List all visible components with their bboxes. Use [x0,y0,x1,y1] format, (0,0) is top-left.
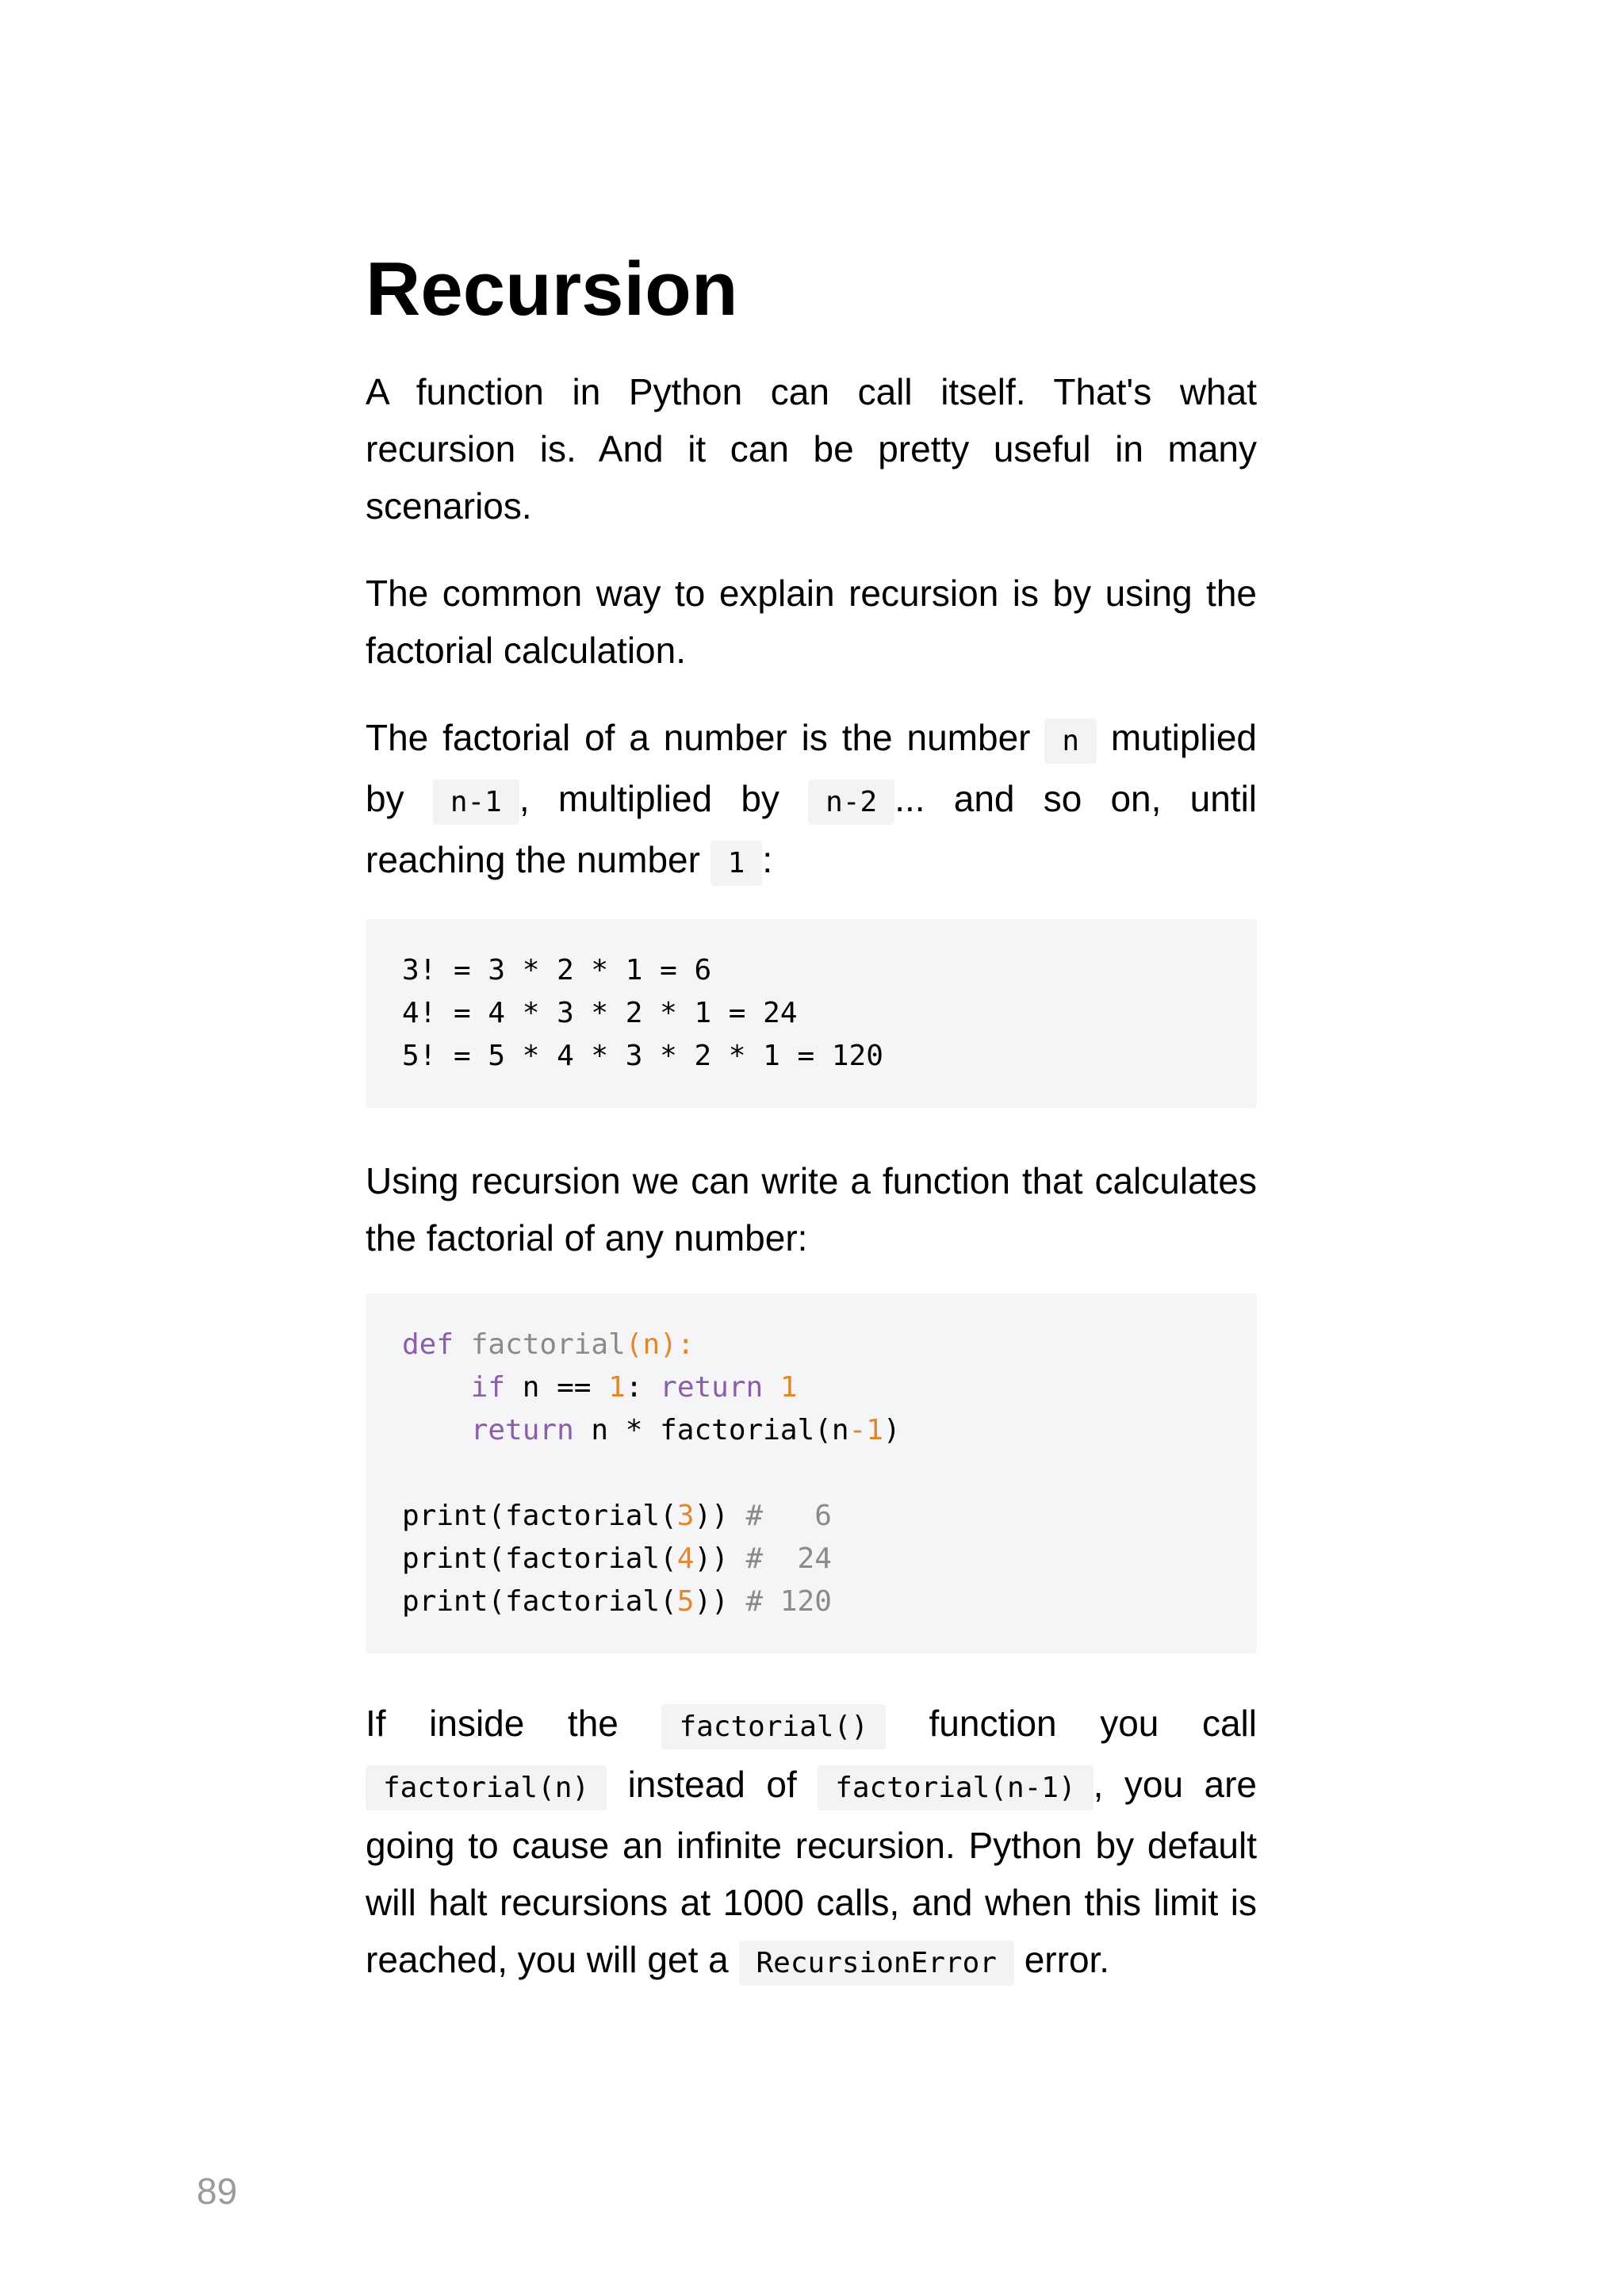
text-segment: , you are going to cause an infinite recursion. Python by default will halt recursions at 1000 calls, and when this limit is reached, you will get a [366,1764,1258,1980]
factorial-function-code-block [366,1293,1257,1653]
code-punct: ): [660,1328,695,1361]
code-number: 1 [866,1414,883,1446]
code-comment: # 6 [745,1500,832,1532]
factorial-examples-code-block [366,919,1257,1108]
inline-code: factorial(n) [366,1765,607,1810]
code-text: )) [694,1500,729,1532]
code-comment: # 120 [745,1585,832,1618]
text-segment: : [762,839,773,880]
code-text: n * factorial(n [573,1414,849,1446]
code-text: n == [505,1371,609,1404]
code-keyword: return [660,1371,764,1404]
inline-code: factorial() [661,1704,885,1749]
factorial-definition-paragraph [366,709,1257,892]
text-segment: If inside the [366,1703,619,1744]
code-line: 3! = 3 * 2 * 1 = 6 [402,954,712,987]
code-comment: # 24 [745,1542,832,1575]
inline-code: factorial(n-1) [818,1765,1093,1810]
inline-code: n [1044,718,1097,764]
code-number: 5 [676,1585,695,1618]
text-segment: function you call [929,1703,1257,1744]
code-function-name: factorial [470,1328,626,1361]
code-text: ) [883,1414,901,1446]
text-segment: error. [1024,1939,1110,1980]
code-line: 5! = 5 * 4 * 3 * 2 * 1 = 120 [402,1040,883,1072]
code-text: print(factorial( [402,1500,677,1532]
code-text: )) [694,1542,729,1575]
inline-code: n-1 [433,780,519,825]
code-text: )) [694,1585,729,1618]
page-number: 89 [197,2170,238,2212]
text-segment: ... and so on, until reaching the number [366,778,1258,880]
code-param: n [642,1328,661,1361]
inline-code: RecursionError [739,1941,1014,1986]
text-segment: mutiplied by [366,717,1258,819]
text-segment: instead of [627,1764,797,1805]
page-title: Recursion [366,247,738,331]
code-text: print(factorial( [402,1585,677,1618]
code-number: 3 [676,1500,695,1532]
page-content [366,238,1257,1992]
code-keyword: return [470,1414,574,1446]
inline-code: 1 [710,841,763,886]
code-number: 1 [779,1371,798,1404]
intro-paragraph: A function in Python can call itself. That's what recursion is. And it can be pretty useful in many scenarios. [366,371,1257,527]
text-segment: , multiplied by [519,778,779,819]
recursion-function-paragraph: Using recursion we can write a function that calculates the factorial of any number: [366,1160,1257,1259]
infinite-recursion-paragraph [366,1695,1257,1992]
code-operator: - [848,1414,867,1446]
code-keyword: if [470,1371,506,1404]
inline-code: n-2 [808,780,894,825]
code-line: 4! = 4 * 3 * 2 * 1 = 24 [402,997,798,1029]
code-text: print(factorial( [402,1542,677,1575]
text-segment: The factorial of a number is the number [366,717,1031,758]
code-keyword: def [402,1328,454,1361]
code-number: 4 [676,1542,695,1575]
factorial-intro-paragraph: The common way to explain recursion is by using the factorial calculation. [366,573,1257,671]
code-punct: ( [625,1328,643,1361]
code-text: : [625,1371,661,1404]
code-number: 1 [608,1371,626,1404]
